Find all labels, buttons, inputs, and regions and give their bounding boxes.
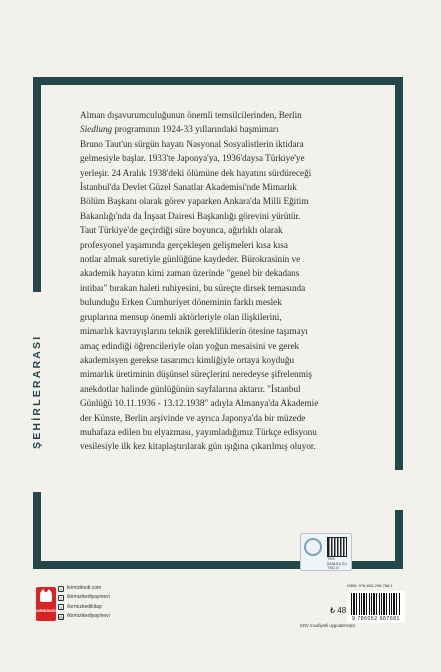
text-line: Taut Türkiye'de geçirdiği süre boyunca, ağırlıklı olarak: [80, 225, 283, 236]
publisher-logo: [36, 587, 56, 621]
price-label: ₺ 48: [330, 606, 347, 615]
text-line: İstanbul'da Devlet Güzel Sanatlar Akademisi'nde Mimarlık: [80, 182, 297, 193]
text-line: Bölüm Başkanı olarak görev yaparken Ankara'da Milli Eğitim: [80, 196, 309, 207]
social-link[interactable]: f /kirmizikediyayinevi: [58, 593, 110, 602]
text-line: der Künste, Berlin arşivinde ve ayrıca Japonya'da bir müzede: [80, 412, 306, 423]
text-line: akademisyen gerekse tasarımcı kimliğiyle ortaya koyduğu: [80, 354, 295, 365]
tax-note: KDV muafiyetli uygulanmıştır: [300, 623, 356, 628]
text-line: yerleşir. 24 Aralık 1938'deki ölümüne dek hayatını sürdüreceği: [80, 167, 312, 178]
instagram-icon: ◎: [59, 614, 63, 620]
text-line: Günlüğü 10.11.1936 - 13.12.1938" adıyla Almanya'da Akademie: [80, 398, 319, 409]
text-line: mimarlık kavrayışlarını teknik gerekliliklerin ötesine taşımayı: [80, 326, 308, 337]
barcode-number: 9 786052 987681: [352, 616, 400, 622]
barcode: [347, 591, 405, 623]
text-line: vesilesiyle ilk kez kitaplaştırılarak gün ışığına çıkarılmış oluyor.: [80, 441, 316, 452]
sticker-code: TH3 0481S4 SJ TSG 0: [327, 556, 347, 570]
text-line: intibaı" bırakan haleti ruhiyesini, bu süreçte dirsek temasında: [80, 282, 306, 293]
isbn-label: ISBN: 978-605-298-768-1: [347, 583, 393, 588]
text-line: notlar almak suretiyle günlüğüne kaydeder. Bürokrasinin ve: [80, 254, 301, 265]
text-line: profesyonel yaşamında gerçekleşen gelişmeleri kısa kısa: [80, 239, 288, 250]
series-label: ŞEHİRLERARASI: [28, 292, 46, 492]
text-line: amaç edindiği öğrencileriyle olan yoğun mesaisini ve gerek: [80, 340, 300, 351]
web-icon: ▪: [58, 586, 64, 592]
text-line: bulunduğu Erken Cumhuriyet döneminin farklı meslek: [80, 297, 282, 308]
text-line: gruplarına mensup önemli aktörleriyle olan ilişkilerini,: [80, 311, 282, 322]
text-line: Alman dışavurumculuğunun önemli temsilcilerinden, Berlin: [80, 110, 302, 120]
logo-text: KIRMIZIKEDI: [36, 609, 58, 613]
social-link[interactable]: ◎ /kirmizikediyayinevi: [59, 612, 110, 620]
qr-code-icon: [327, 537, 347, 557]
social-link[interactable]: ▪ kirmizikedi.com: [58, 584, 110, 593]
social-link[interactable]: t /kırmızkedikitap: [58, 603, 110, 612]
text-line: mimarlık üretiminin düşünsel süreçlerini neredeyse şifrelenmiş: [80, 369, 312, 380]
twitter-icon: t: [58, 604, 64, 610]
text-line: akademik hayatın kimi zaman üzerinde "genel bir dekadans: [80, 268, 300, 279]
qr-sticker: [300, 533, 352, 571]
back-cover-text: [80, 108, 398, 454]
hologram-icon: [304, 538, 322, 556]
barcode-bars: [351, 593, 401, 615]
text-line: Bakanlığı'nda da İnşaat Dairesi Başkanlığı görevini yürütür.: [80, 210, 301, 221]
text-line: Siedlung programının 1924-33 yıllarındaki başmimarı: [80, 124, 279, 135]
facebook-icon: f: [58, 595, 64, 601]
italic-title: Siedlung: [80, 124, 113, 135]
cat-icon: [40, 592, 52, 602]
frame-gap: [395, 470, 405, 510]
text-line: gelmesiyle başlar. 1933'te Japonya'ya, 1936'daysa Türkiye'ye: [80, 153, 305, 164]
text-line: Bruno Taut'un sürgün hayatı Nasyonal Sosyalistlerin iktidara: [80, 138, 304, 149]
text-line: anekdotlar halinde günlüğünün sayfalarına aktarır. "İstanbul: [80, 383, 301, 394]
social-links: [58, 584, 110, 621]
text-line: muhafaza edilen bu elyazması, yayımladığımız Türkçe edisyonu: [80, 426, 317, 437]
